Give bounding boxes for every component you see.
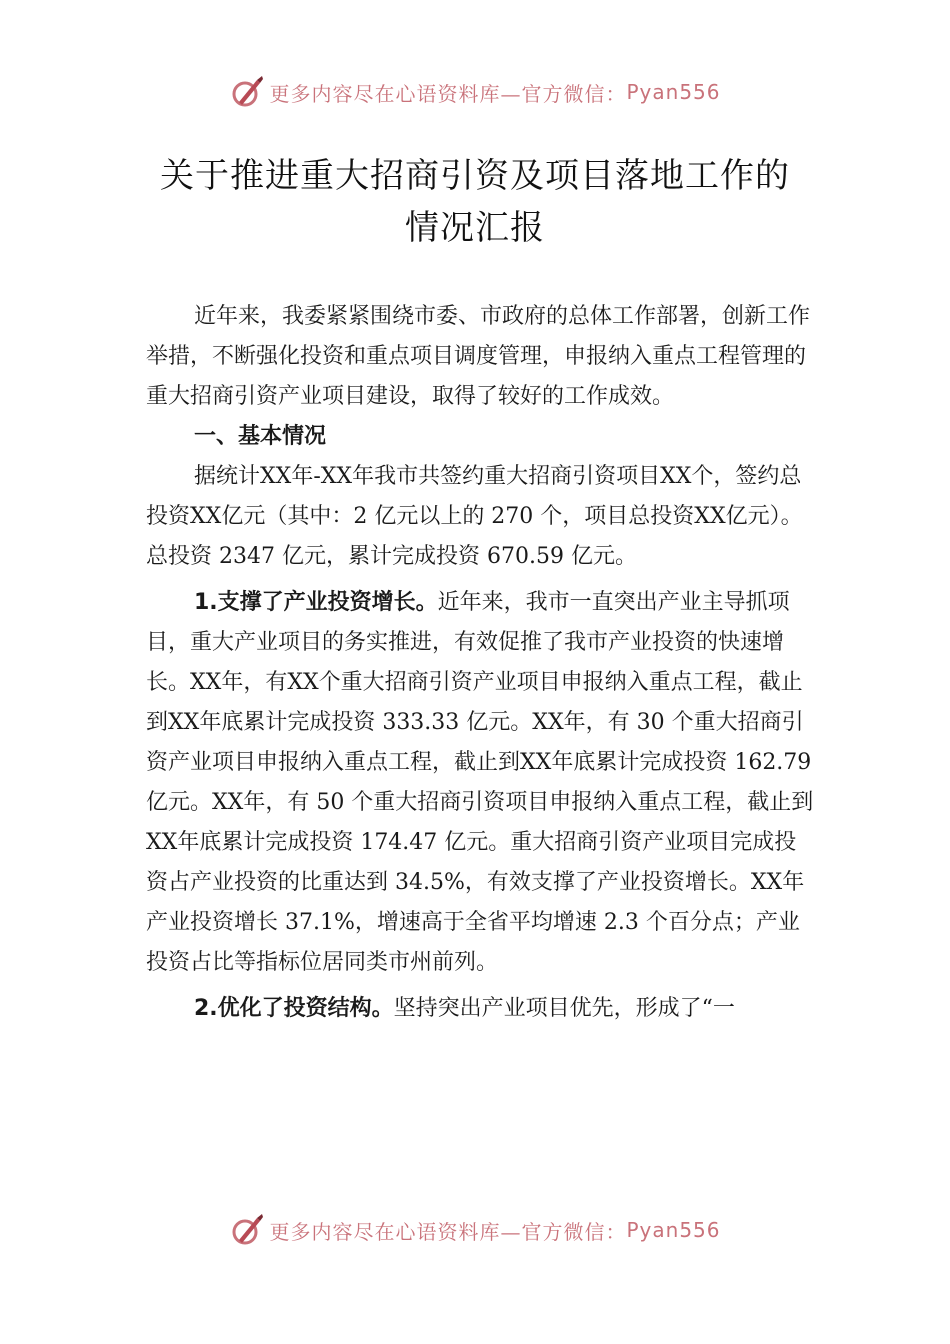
banner-text: 更多内容尽在心语资料库—官方微信： [269, 1219, 627, 1244]
document-body [146, 297, 816, 1029]
wechat-id: Pyan556 [626, 80, 721, 104]
title-line-1: 关于推进重大招商引资及项目落地工作的 [160, 156, 790, 196]
wechat-id: Pyan556 [626, 1218, 721, 1242]
pen-logo-icon [229, 1212, 265, 1248]
item2-text: 坚持突出产业项目优先，形成了“一 [393, 996, 735, 1021]
pen-logo-icon [229, 74, 265, 110]
stats-paragraph: 据统计XX年-XX年我市共签约重大招商引资项目XX个，签约总投资XX亿元（其中：2 亿元以上的 270 个，项目总投资XX亿元）。总投资 2347 亿元，累计完成投资 670.59 亿元。 [146, 464, 803, 569]
footer-banner [0, 1210, 950, 1250]
item1-lead: 1.支撑了产业投资增长。 [194, 590, 438, 615]
intro-paragraph: 近年来，我委紧紧围绕市委、市政府的总体工作部署，创新工作举措，不断强化投资和重点项目调度管理，申报纳入重点工程管理的重大招商引资产业项目建设，取得了较好的工作成效。 [146, 304, 811, 409]
item2-paragraph [146, 989, 816, 1029]
item1-text: 近年来，我市一直突出产业主导抓项目，重大产业项目的务实推进，有效促推了我市产业投资的快速增长。XX年，有XX个重大招商引资产业项目申报纳入重点工程，截止到XX年底累计完成投资 333.33 亿元。XX年，有 30 个重大招商引资产业项目申报纳入重点工程，截止到XX年底累计完成投资 162.79 亿元。XX年，有 50 个重大招商引资项目申报纳入重点工程，截止到XX年底累计完成投资 174.47 亿元。重大招商引资产业项目完成投资占产业投资的比重达到 34.5%，有效支撑了产业投资增长。XX年产业投资增长 37.1%，增速高于全省平均增速 2.3 个百分点；产业投资占比等指标位居同类市州前列。 [146, 590, 814, 975]
header-banner [0, 72, 950, 112]
title-line-2: 情况汇报 [405, 208, 545, 248]
item1-paragraph [146, 583, 816, 983]
document-title [0, 150, 950, 254]
section-heading: 一、基本情况 [194, 424, 327, 449]
item2-lead: 2.优化了投资结构。 [194, 996, 394, 1021]
banner-text: 更多内容尽在心语资料库—官方微信： [269, 81, 627, 106]
